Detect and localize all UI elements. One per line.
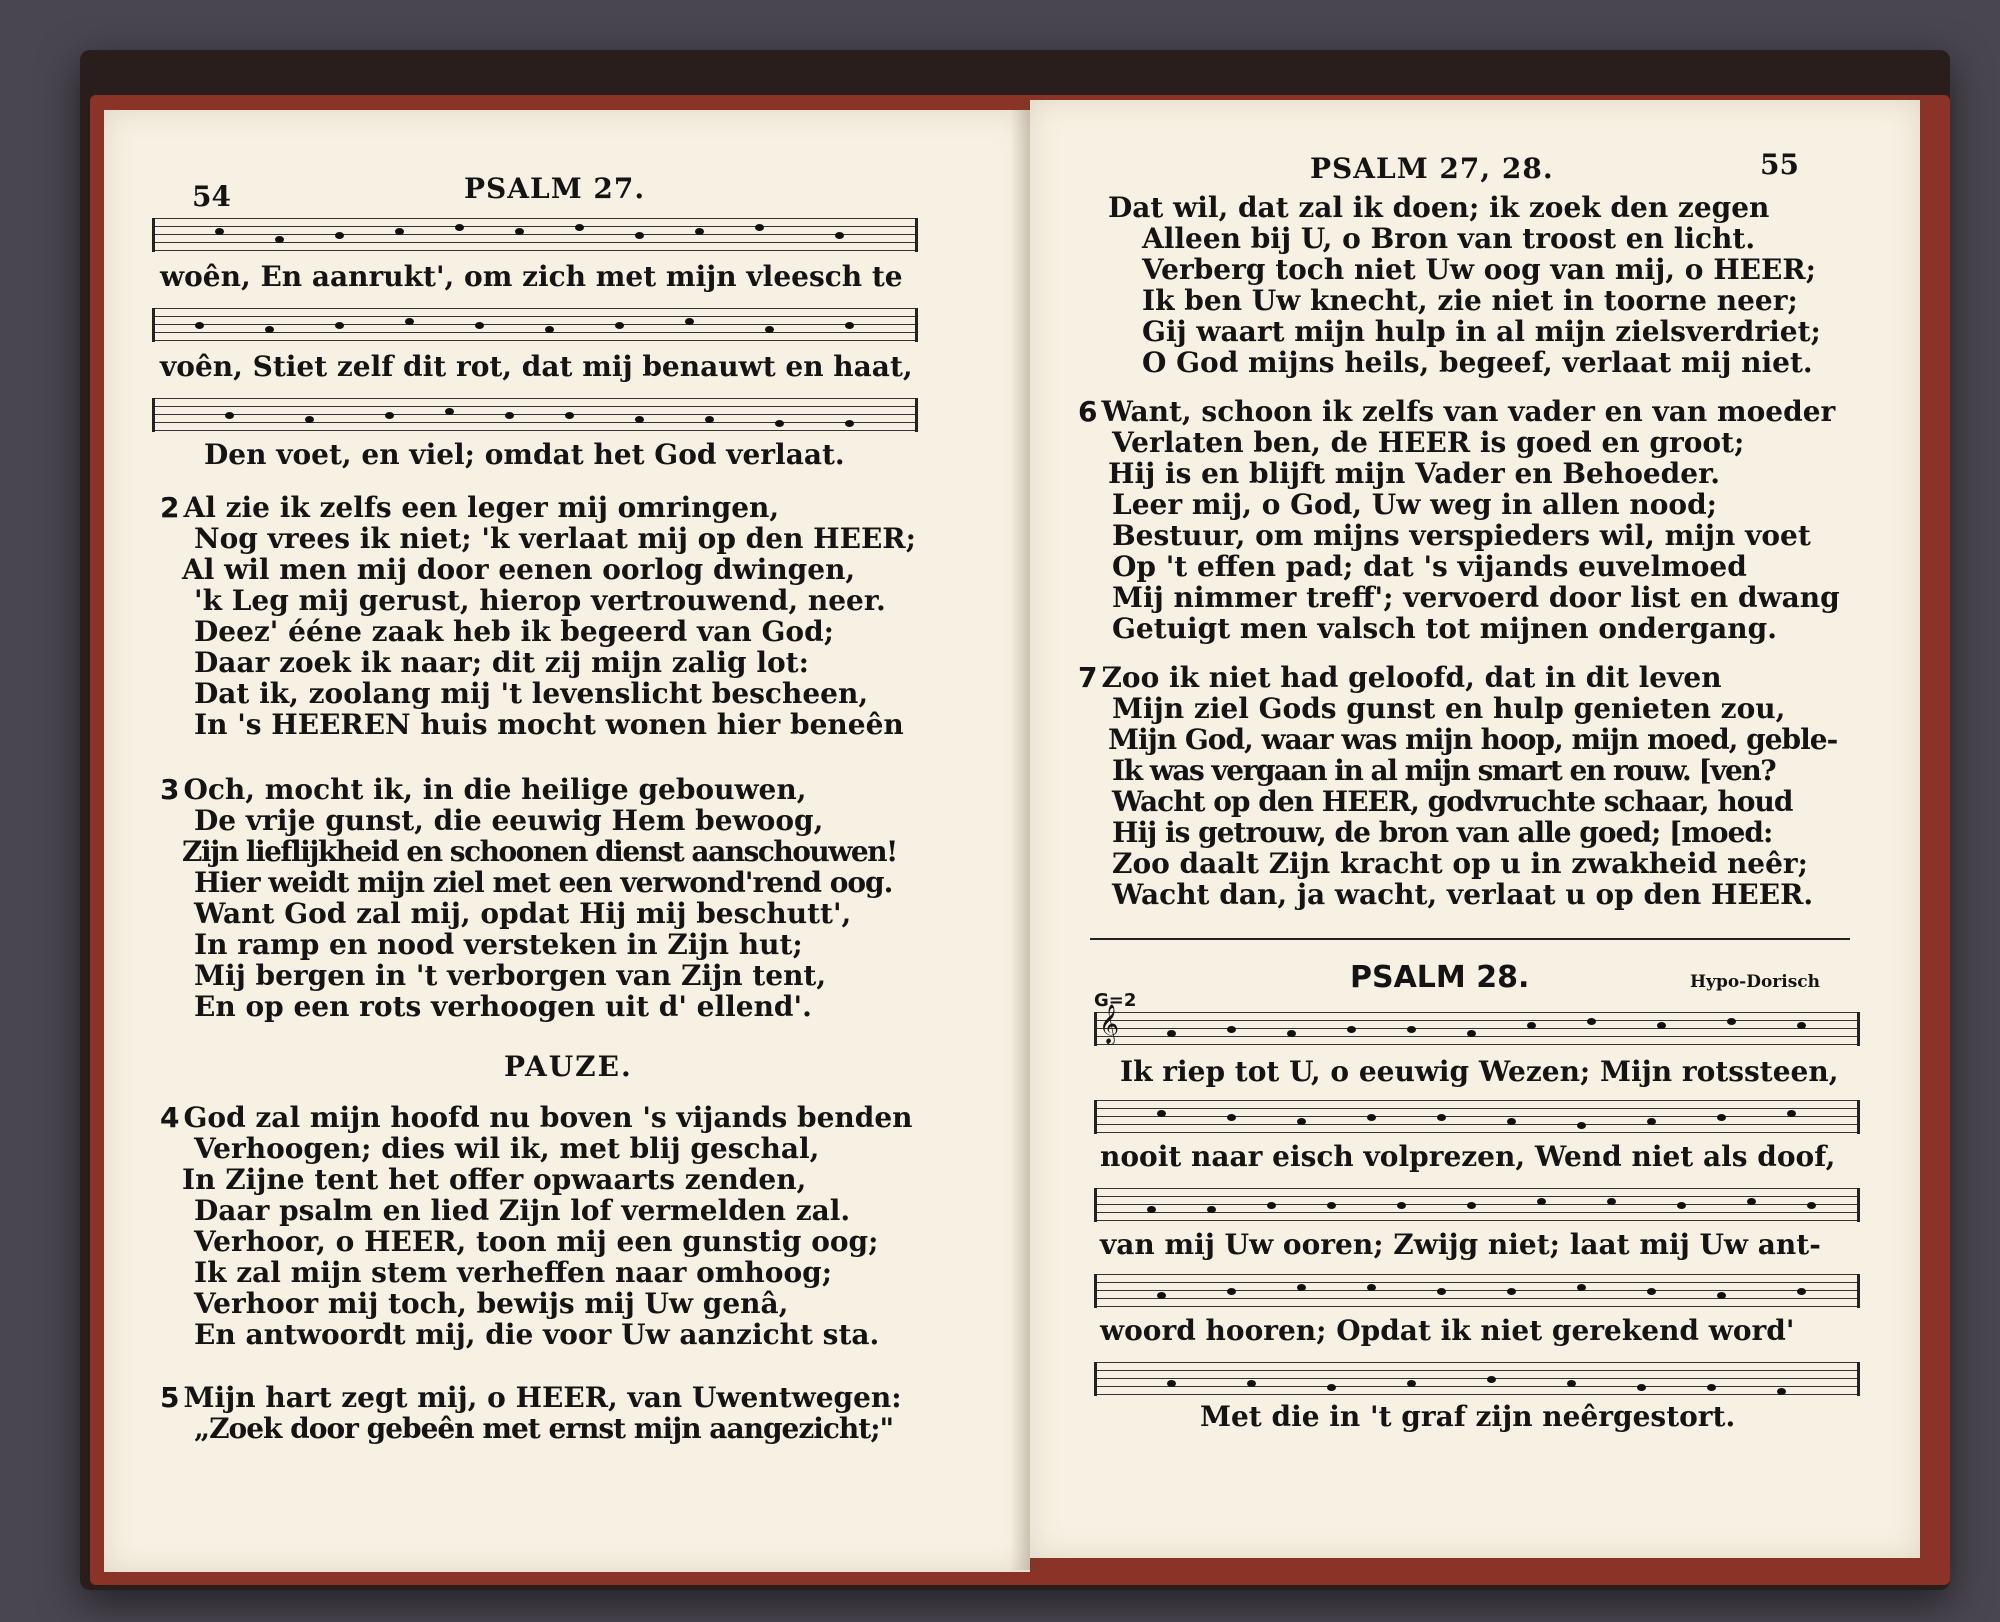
section-divider [1090, 938, 1850, 940]
running-head-left: PSALM 27. [464, 172, 646, 205]
music-staff [152, 398, 918, 432]
music-staff [152, 308, 918, 342]
music-lyric-line: voên, Stiet zelf dit rot, dat mij benauwt en haat, [160, 350, 913, 383]
verse-line: Al wil men mij door eenen oorlog dwingen, [182, 553, 856, 586]
music-staff [1094, 1362, 1860, 1396]
key-indication: G=2 [1094, 990, 1137, 1011]
verse-line: Want God zal mij, opdat Hij mij beschutt', [194, 897, 852, 930]
verse-line: Zoo daalt Zijn kracht op u in zwakheid neêr; [1112, 847, 1809, 880]
page-number-left: 54 [192, 180, 231, 213]
verse-line: Op 't effen pad; dat 's vijands euvelmoed [1112, 550, 1747, 583]
verse-line: Dat wil, dat zal ik doen; ik zoek den zegen [1108, 191, 1770, 224]
verse-number: 2 [160, 491, 180, 524]
verse-line: Verhoor mij toch, bewijs mij Uw genâ, [194, 1287, 789, 1320]
verse-line: Al zie ik zelfs een leger mij omringen, [183, 491, 780, 524]
verse-line: Och, mocht ik, in die heilige gebouwen, [183, 773, 807, 806]
verse-line: Ik ben Uw knecht, zie niet in toorne neer; [1142, 284, 1798, 317]
verse-line: Deez' éénе zaak heb ik begeerd van God; [194, 615, 834, 648]
verse-line: Hier weidt mijn ziel met een verwond'rend oog. [194, 866, 893, 899]
verse-line: Nog vrees ik niet; 'k verlaat mij op den HEER; [194, 522, 916, 555]
verse-line: Verberg toch niet Uw oog van mij, o HEER; [1142, 253, 1816, 286]
verse-line: In ramp en nood versteken in Zijn hut; [194, 928, 803, 961]
verse-line: „Zoek door gebeên met ernst mijn aangezicht;" [194, 1412, 894, 1445]
music-lyric-line: van mij Uw ooren; Zwijg niet; laat mij Uw ant- [1100, 1228, 1821, 1261]
music-lyric-line: woên, En aanrukt', om zich met mijn vleesch te [160, 260, 903, 293]
right-page [1030, 100, 1920, 1558]
verse-line: Ik was vergaan in al mijn smart en rouw. [ven? [1112, 754, 1776, 787]
verse-line: Zoo ik niet had geloofd, dat in dit leven [1101, 661, 1722, 694]
mode-label: Hypo-Dorisch [1690, 972, 1820, 992]
left-page [104, 110, 1030, 1572]
verse-line: Dat ik, zoolang mij 't levenslicht bescheen, [194, 677, 869, 710]
verse-line: God zal mijn hoofd nu boven 's vijands benden [183, 1101, 913, 1134]
verse-line: Hij is getrouw, de bron van alle goed; [moed: [1112, 816, 1773, 849]
stanza-5-continued [1108, 192, 1821, 378]
music-lyric-line: nooit naar eisch volprezen, Wend niet als doof, [1100, 1140, 1836, 1173]
verse-number: 4 [160, 1101, 180, 1134]
music-staff [1094, 1274, 1860, 1308]
verse-number: 5 [160, 1381, 180, 1414]
verse-line: Getuigt men valsch tot mijnen ondergang. [1112, 612, 1777, 645]
verse-line: Mijn ziel Gods gunst en hulp genieten zou, [1112, 692, 1786, 725]
verse-line: Mij nimmer treff'; vervoerd door list en dwang [1112, 581, 1840, 614]
verse-line: Bestuur, om mijns verspieders wil, mijn voet [1112, 519, 1811, 552]
verse-line: Want, schoon ik zelfs van vader en van moeder [1101, 395, 1836, 428]
music-staff [1094, 1100, 1860, 1134]
page-number-right: 55 [1760, 148, 1799, 181]
verse-line: Verhoogen; dies wil ik, met blij geschal, [194, 1132, 820, 1165]
music-staff: 𝄞 [1094, 1012, 1860, 1046]
verse-line: Zijn lieflijkheid en schoonen dienst aanschouwen! [182, 835, 897, 868]
running-head-right: PSALM 27, 28. [1310, 152, 1554, 185]
music-lyric-line: Den voet, en viel; omdat het God verlaat. [204, 438, 845, 471]
verse-line: Mij bergen in 't verborgen van Zijn tent, [194, 959, 827, 992]
music-lyric-line: woord hooren; Opdat ik niet gerekend word' [1100, 1314, 1795, 1347]
music-lyric-line: Ik riep tot U, o eeuwig Wezen; Mijn rotssteen, [1120, 1055, 1839, 1088]
verse-line: 'k Leg mij gerust, hierop vertrouwend, neer. [194, 584, 886, 617]
verse-line: Gij waart mijn hulp in al mijn zielsverdriet; [1142, 315, 1821, 348]
verse-line: Wacht op den HEER, godvruchte schaar, houd [1112, 785, 1793, 818]
pause-heading: PAUZE. [504, 1050, 633, 1083]
verse-line: Leer mij, o God, Uw weg in allen nood; [1112, 488, 1718, 521]
stanza-4 [160, 1102, 913, 1350]
verse-line: Hij is en blijft mijn Vader en Behoeder. [1108, 457, 1721, 490]
verse-line: En antwoordt mij, die voor Uw aanzicht sta. [194, 1318, 880, 1351]
verse-number: 3 [160, 773, 180, 806]
verse-line: Daar psalm en lied Zijn lof vermelden zal. [194, 1194, 851, 1227]
verse-line: Verlaten ben, de HEER is goed en groot; [1112, 426, 1745, 459]
verse-line: De vrije gunst, die eeuwig Hem bewoog, [194, 804, 824, 837]
stanza-2 [160, 492, 916, 740]
stanza-5 [160, 1382, 902, 1444]
verse-line: Wacht dan, ja wacht, verlaat u op den HEER. [1112, 878, 1814, 911]
verse-line: Ik zal mijn stem verheffen naar omhoog; [194, 1256, 833, 1289]
verse-line: In Zijne tent het offer opwaarts zenden, [182, 1163, 807, 1196]
verse-number: 6 [1078, 395, 1098, 428]
verse-line: Mijn hart zegt mij, o HEER, van Uwentwegen: [183, 1381, 902, 1414]
verse-line: In 's HEEREN huis mocht wonen hier beneên [194, 708, 904, 741]
verse-line: Mijn God, waar was mijn hoop, mijn moed, geble- [1108, 723, 1838, 756]
stanza-3 [160, 774, 897, 1022]
stanza-7 [1078, 662, 1837, 910]
verse-number: 7 [1078, 661, 1098, 694]
verse-line: Alleen bij U, o Bron van troost en licht. [1142, 222, 1756, 255]
verse-line: O God mijns heils, begeef, verlaat mij niet. [1142, 346, 1813, 379]
verse-line: Daar zoek ik naar; dit zij mijn zalig lot: [194, 646, 809, 679]
music-staff [1094, 1188, 1860, 1222]
music-staff [152, 218, 918, 252]
stanza-6 [1078, 396, 1840, 644]
verse-line: En op een rots verhoogen uit d' ellend'. [194, 990, 812, 1023]
music-lyric-line: Met die in 't graf zijn neêrgestort. [1200, 1400, 1736, 1433]
verse-line: Verhoor, o HEER, toon mij een gunstig oog; [194, 1225, 879, 1258]
psalm-28-title: PSALM 28. [1350, 960, 1530, 995]
